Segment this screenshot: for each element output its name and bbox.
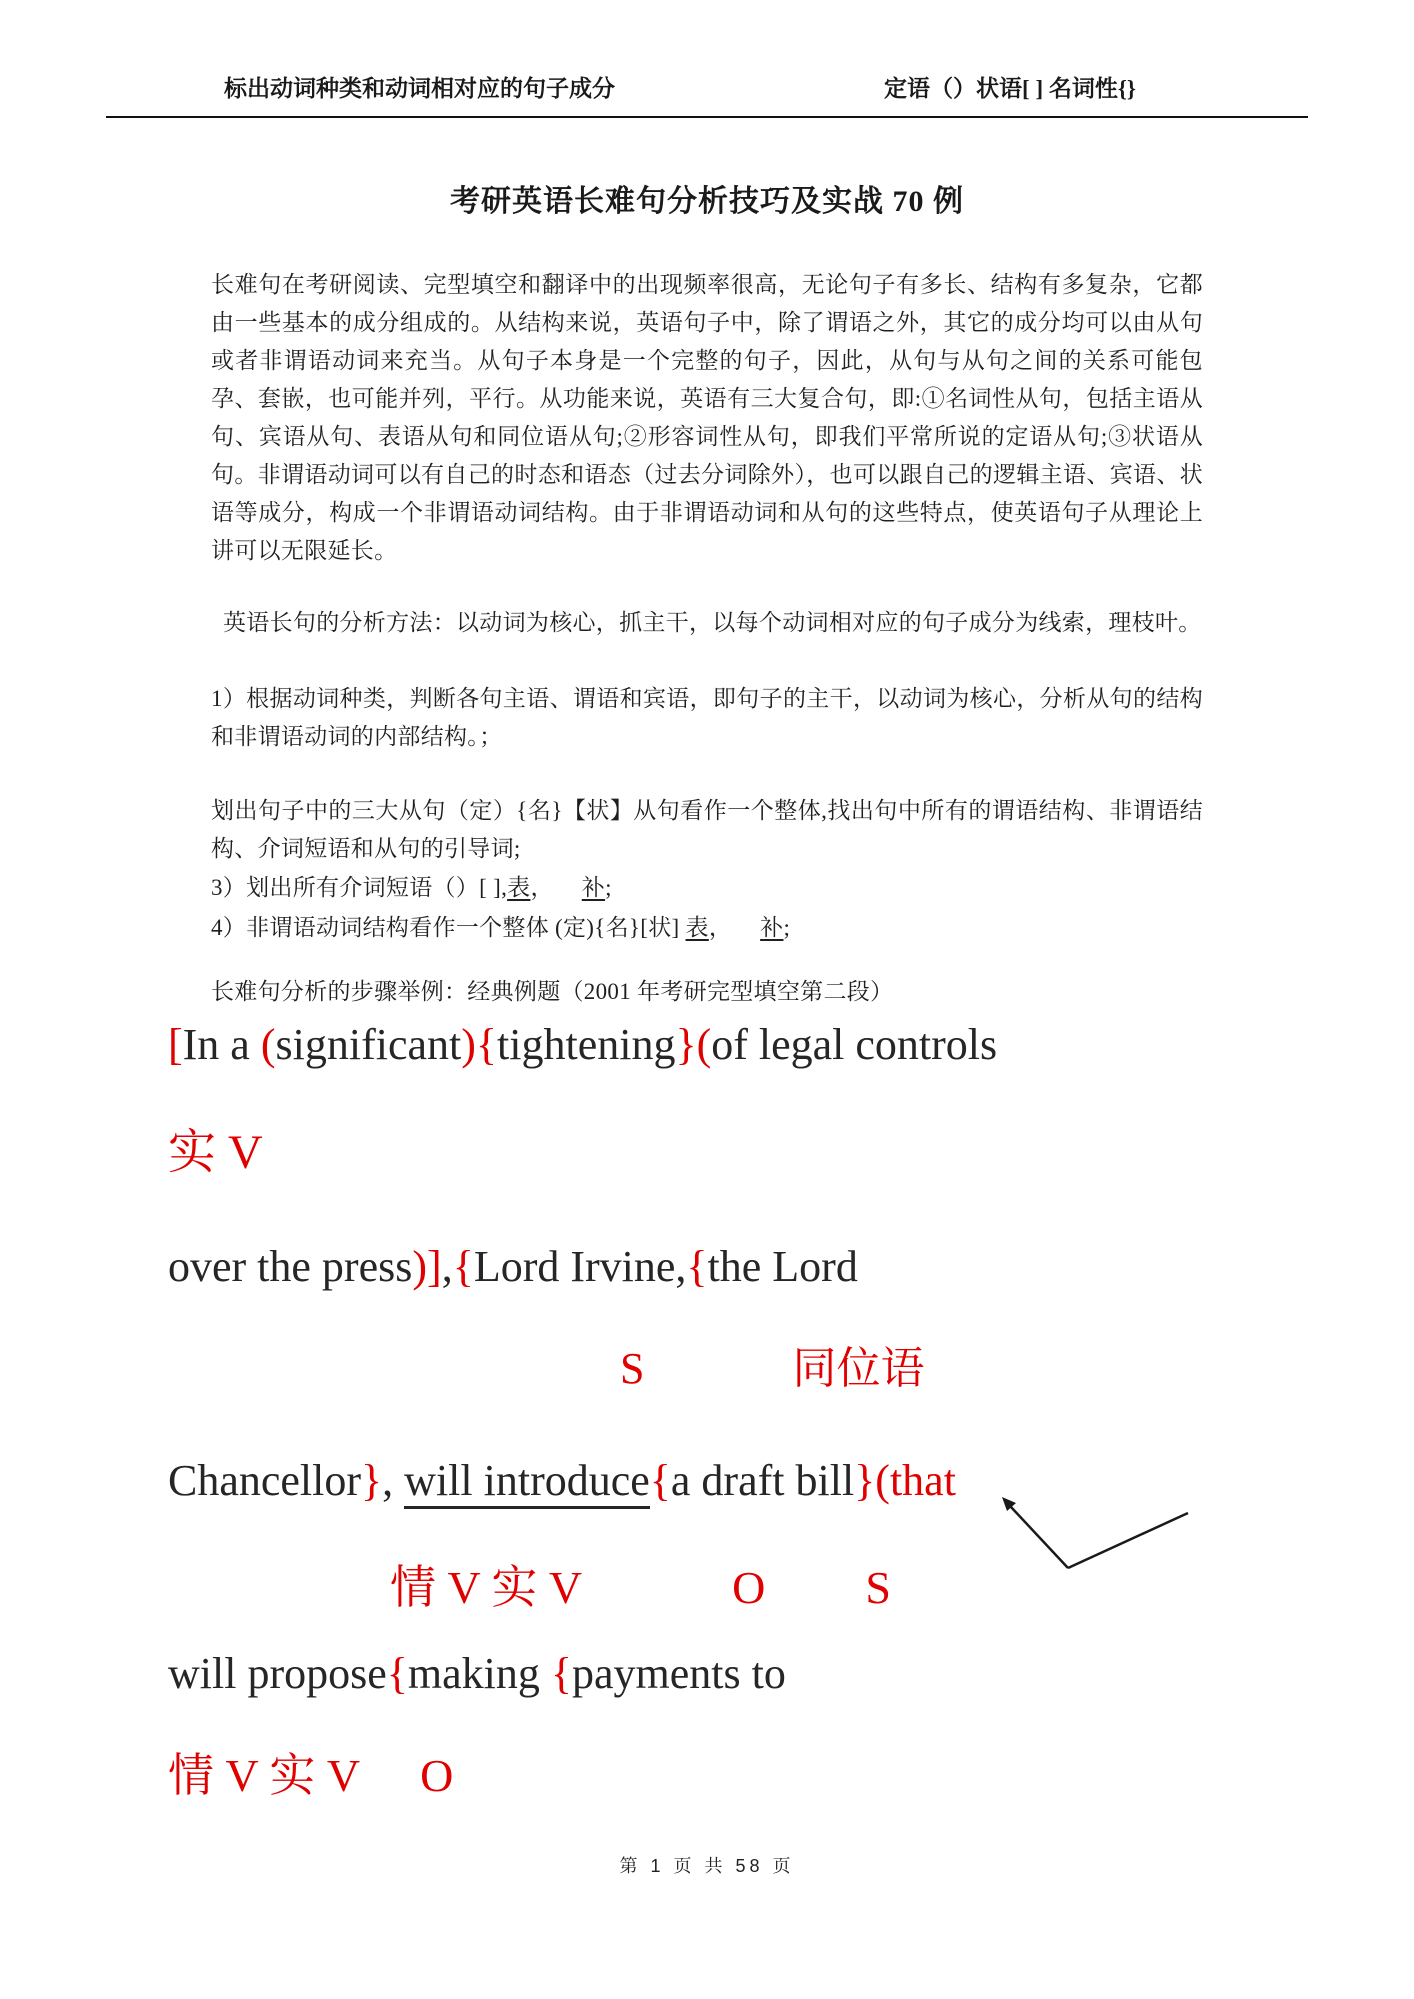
paragraph-method: 英语长句的分析方法：以动词为核心，抓主干，以每个动词相对应的句子成分为线索，理枝叶。 [223,610,1202,635]
paren-bracket-close: )] [412,1242,442,1291]
annotation-s: S [620,1344,645,1393]
sentence-line-1 [168,1016,1348,1073]
text-of-legal-controls: of legal controls [711,1020,998,1069]
brace-open: { [452,1242,474,1291]
text-over-the-press: over the press [168,1242,413,1291]
brace-open-3: { [649,1456,671,1505]
sentence-line-4 [168,1645,1348,1702]
step3-semicolon: ; [605,875,612,900]
text-will-propose: will propose [168,1649,387,1698]
annotation-row-verb-object-2 [168,1746,1348,1806]
brace-close-paren-open: }( [675,1020,712,1069]
page-footer: 第 1 页 共 58 页 [619,1856,795,1876]
text-in-a: In a [182,1020,261,1069]
step3-underlined-bu: 补 [581,875,606,900]
step4-comma: ， [708,915,733,940]
text-the-lord: the Lord [707,1242,858,1291]
annotation-row-subject [168,1340,1348,1397]
paragraph-example-intro: 长难句分析的步骤举例：经典例题（2001 年考研完型填空第二段） [211,979,894,1004]
paragraph-step3 [211,869,1203,907]
brace-close-paren-that: }(that [854,1456,956,1505]
brace-open-5: { [550,1649,572,1698]
annotation-o: O [732,1562,766,1613]
paragraph-step4 [211,909,1203,947]
annotation-apposition: 同位语 [792,1344,925,1393]
text-tightening: tightening [497,1020,676,1069]
sentence-line-2 [168,1238,1348,1295]
text-significant: significant [275,1020,462,1069]
text-making: making [407,1649,551,1698]
annotation-shi-v: 实 V [168,1126,263,1179]
annotation-s-2: S [865,1562,891,1613]
paren-close-brace-open: ){ [461,1020,498,1069]
paren-open: ( [260,1020,276,1069]
step3-underlined-biao: 表 [507,875,531,900]
text-a-draft-bill: a draft bill [670,1456,855,1505]
paragraph-intro: 长难句在考研阅读、完型填空和翻译中的出现频率很高，无论句子有多长、结构有多复杂，它都由一些基本的成分组成的。从结构来说，英语句子中，除了谓语之外，其它的成分均可以由从句或者非谓语动词来充当。从句子本身是一个完整的句子，因此，从句与从句之间的关系可能包孕、套嵌，也可能并列，平行。从功能来说，英语有三大复合句，即:①名词性从句，包括主语从句、宾语从句、表语从句和同位语从句;②形容词性从句，即我们平常所说的定语从句;③状语从句。非谓语动词可以有自己的时态和语态（过去分词除外），也可以跟自己的逻辑主语、宾语、状语等成分，构成一个非谓语动词结构。由于非谓语动词和从句的这些特点，使英语句子从理论上讲可以无限延长。 [211,272,1203,563]
paragraph-step1: 1）根据动词种类，判断各句主语、谓语和宾语，即句子的主干，以动词为核心，分析从句的结构和非谓语动词的内部结构。； [211,686,1203,749]
brace-close: } [361,1456,383,1505]
step4-underlined-bu: 补 [760,915,784,940]
header-right-legend: 定语（）状语[ ] 名词性{} [884,76,1136,101]
text-chancellor: Chancellor [168,1456,362,1505]
annotation-row-verb-object [168,1558,1348,1618]
comma-space: , [382,1456,405,1505]
step3-text: 3）划出所有介词短语（）[ ], [211,875,508,900]
annotation-qing-v-shi-v: 情 V 实 V [390,1562,583,1613]
text-lord-irvine: Lord Irvine, [473,1242,687,1291]
annotation-o-2: O [420,1750,454,1801]
step4-text: 4）非谓语动词结构看作一个整体 (定){名}[状] [211,915,686,940]
text-will-introduce-underlined: will introduce [404,1456,650,1509]
paragraph-step2: 划出句子中的三大从句（定）{名}【状】从句看作一个整体,找出句中所有的谓语结构、非谓语结构、介词短语和从句的引导词; [211,798,1203,861]
brace-open-4: { [386,1649,408,1698]
text-payments-to: payments to [572,1649,786,1698]
bracket-open: [ [168,1020,183,1069]
header-left-note: 标出动词种类和动词相对应的句子成分 [224,76,615,101]
page-title: 考研英语长难句分析技巧及实战 70 例 [450,185,964,218]
step4-underlined-biao: 表 [685,915,709,940]
annotation-qing-v-shi-v-2: 情 V 实 V [168,1750,361,1801]
brace-open-2: { [686,1242,708,1291]
step3-comma: ， [530,875,554,900]
comma: , [441,1242,453,1291]
page-header [106,70,1308,118]
step4-semicolon: ; [783,915,791,940]
